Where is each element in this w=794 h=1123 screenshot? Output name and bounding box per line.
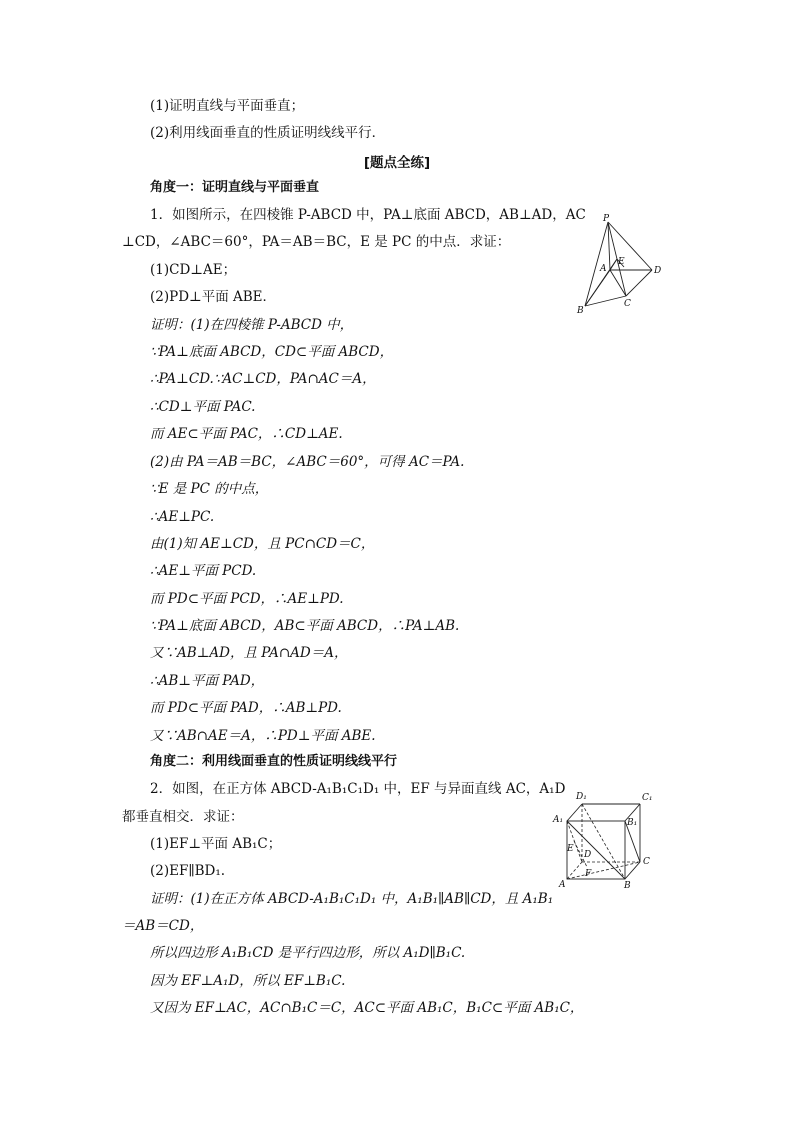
pyramid-label-b: B: [577, 306, 584, 316]
problem2-line1: 2．如图，在正方体 ABCD-A₁B₁C₁D₁ 中，EF 与异面直线 AC，A₁D: [150, 781, 566, 797]
cube-label-d: D: [584, 850, 592, 860]
proof1-line5: 而 AE⊂平面 PAC，∴CD⊥AE.: [150, 426, 343, 442]
proof2-line5: 又因为 EF⊥AC，AC∩B₁C＝C，AC⊂平面 AB₁C，B₁C⊂平面 AB₁C，: [150, 1000, 584, 1016]
proof1-line1: 证明：(1)在四棱锥 P-ABCD 中，: [150, 317, 354, 333]
problem1-part2: (2)PD⊥平面 ABE．: [150, 289, 277, 305]
proof1-line14: ∴AB⊥平面 PAD，: [150, 673, 265, 689]
pyramid-label-p: P: [603, 214, 610, 224]
problem1-line2: ⊥CD，∠ABC＝60°，PA＝AB＝BC，E 是 PC 的中点．求证：: [122, 234, 511, 250]
proof1-line10: ∴AE⊥平面 PCD.: [150, 563, 257, 579]
angle-one-heading: 角度一：证明直线与平面垂直: [150, 180, 320, 195]
section-heading: [题点全练]: [363, 155, 431, 171]
proof1-line15: 而 PD⊂平面 PAD，∴AB⊥PD.: [150, 700, 342, 716]
proof1-line12: ∵PA⊥底面 ABCD，AB⊂平面 ABCD，∴PA⊥AB.: [150, 618, 460, 634]
angle-two-heading: 角度二：利用线面垂直的性质证明线线平行: [150, 754, 398, 769]
problem2-line2: 都垂直相交．求证：: [122, 809, 244, 825]
proof2-line2: ＝AB＝CD，: [122, 918, 204, 934]
pyramid-label-c: C: [624, 299, 631, 309]
cube-label-a: A: [559, 880, 566, 890]
proof1-line8: ∴AE⊥PC.: [150, 509, 215, 525]
proof1-line11: 而 PD⊂平面 PCD，∴AE⊥PD.: [150, 591, 344, 607]
problem2-part1: (1)EF⊥平面 AB₁C；: [150, 836, 282, 852]
method-2: (2)利用线面垂直的性质证明线线平行．: [150, 125, 386, 141]
cube-label-b1: B₁: [627, 818, 638, 828]
cube-label-c: C: [643, 857, 650, 867]
cube-label-b: B: [624, 881, 631, 891]
proof2-line1: 证明：(1)在正方体 ABCD-A₁B₁C₁D₁ 中，A₁B₁∥AB∥CD，且 A₁B₁: [150, 891, 554, 907]
cube-label-c1: C₁: [642, 793, 653, 803]
cube-label-d1: D₁: [576, 792, 587, 802]
proof2-line3: 所以四边形 A₁B₁CD 是平行四边形，所以 A₁D∥B₁C.: [150, 945, 466, 961]
problem1-line1: 1．如图所示，在四棱锥 P-ABCD 中，PA⊥底面 ABCD，AB⊥AD，AC: [150, 207, 586, 223]
problem1-part1: (1)CD⊥AE；: [150, 262, 237, 278]
pyramid-label-a: A: [600, 264, 607, 274]
pyramid-label-d: D: [654, 266, 662, 276]
proof1-line6: (2)由 PA＝AB＝BC，∠ABC＝60°，可得 AC＝PA.: [150, 454, 465, 470]
cube-label-a1: A₁: [553, 815, 564, 825]
proof1-line13: 又∵AB⊥AD，且 PA∩AD＝A，: [150, 645, 348, 661]
proof1-line4: ∴CD⊥平面 PAC.: [150, 399, 256, 415]
problem2-part2: (2)EF∥BD₁.: [150, 863, 226, 879]
method-1: (1)证明直线与平面垂直；: [150, 98, 305, 114]
pyramid-label-e: E: [618, 257, 625, 267]
proof1-line7: ∵E 是 PC 的中点，: [150, 481, 269, 497]
proof2-line4: 因为 EF⊥A₁D，所以 EF⊥B₁C.: [150, 973, 346, 989]
proof1-line9: 由(1)知 AE⊥CD，且 PC∩CD＝C，: [150, 536, 375, 552]
proof1-line3: ∴PA⊥CD.∵AC⊥CD，PA∩AC＝A，: [150, 371, 376, 387]
pyramid-figure: [572, 212, 668, 316]
proof1-line16: 又∵AB∩AE＝A，∴PD⊥平面 ABE.: [150, 728, 376, 744]
cube-label-e: E: [567, 844, 574, 854]
cube-label-f: F: [585, 869, 592, 879]
proof1-line2: ∵PA⊥底面 ABCD，CD⊂平面 ABCD，: [150, 344, 394, 360]
cube-figure: [552, 784, 662, 892]
